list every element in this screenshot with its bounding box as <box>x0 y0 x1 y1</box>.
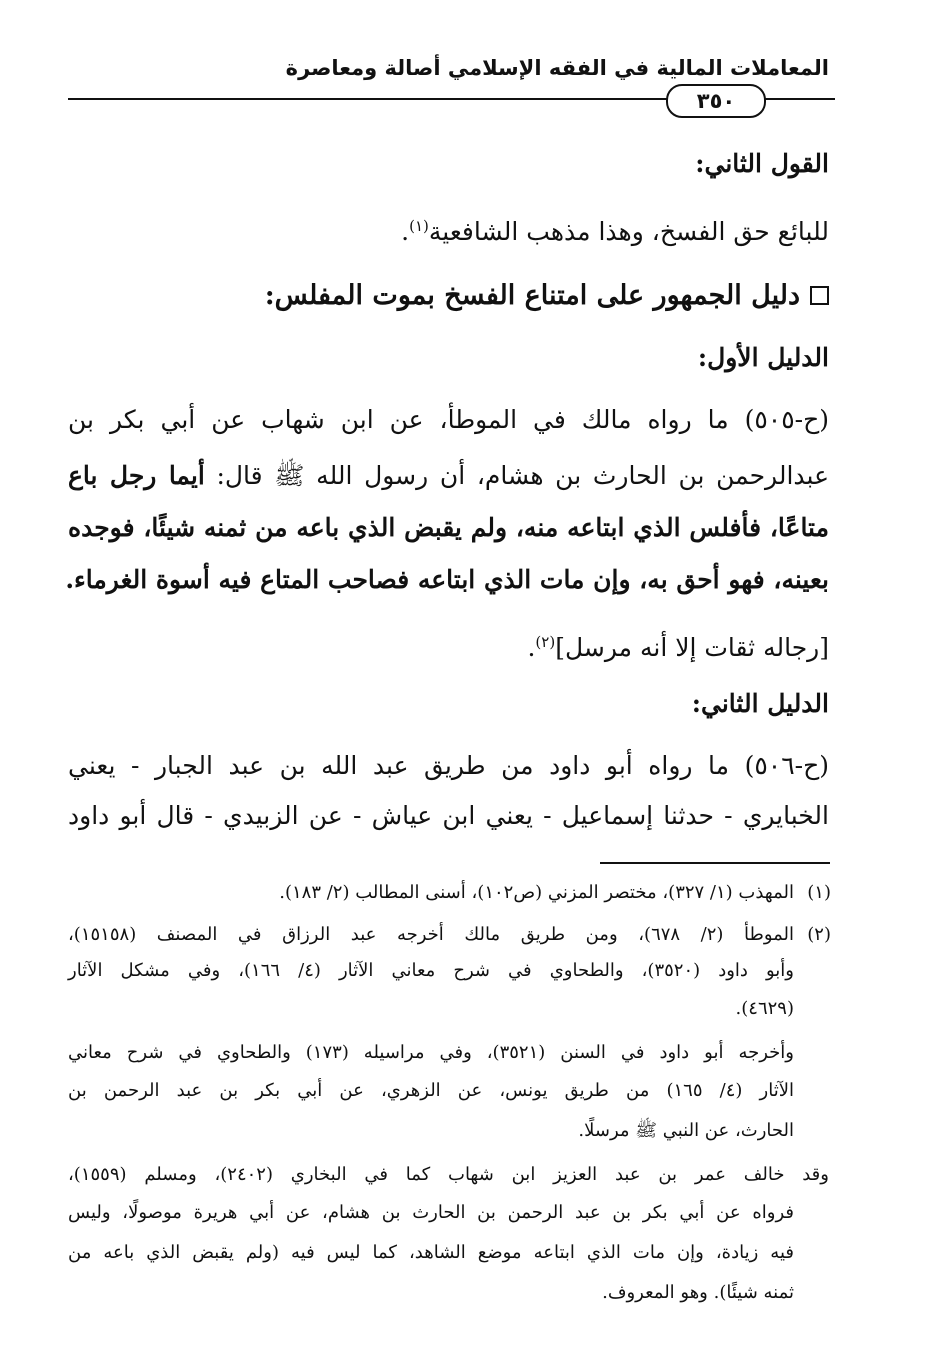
footnote-ref-2: (٢) <box>535 633 556 651</box>
second-opinion-paragraph <box>401 206 829 252</box>
running-header-title: المعاملات المالية في الفقه الإسلامي أصالة ومعاصرة <box>285 56 829 80</box>
footnote-2-para2-line-3: الحارث، عن النبي ﷺ مرسلًا. <box>578 1120 794 1141</box>
hadith1-line-1: (ح-٥٠٥) ما رواه مالك في الموطأ، عن ابن شهاب عن أبي بكر بن <box>68 405 829 434</box>
footnote-2-line-2: وأبو داود (٣٥٢٠)، والطحاوي في شرح معاني الآثار (٤/ ١٦٦)، وفي مشكل الآثار <box>68 960 794 981</box>
second-opinion-heading: القول الثاني: <box>695 149 829 178</box>
hadith1-grade: [رجاله ثقات إلا أنه مرسل] <box>555 633 829 662</box>
period: . <box>527 633 536 662</box>
footnote-1-text: المهذب (١/ ٣٢٧)، مختصر المزني (ص١٠٢)، أسنى المطالب (٢/ ١٨٣). <box>279 882 794 903</box>
hadith1-line-4: بعينه، فهو أحق به، وإن مات الذي ابتاعه فصاحب المتاع فيه أسوة الغرماء. <box>65 565 829 594</box>
second-evidence-heading: الدليل الثاني: <box>691 689 829 718</box>
hadith1-line-2 <box>68 456 829 496</box>
first-evidence-heading: الدليل الأول: <box>697 343 829 372</box>
hadith2-line-2: الخبايري - حدثنا إسماعيل - يعني ابن عياش - عن الزبيدي - قال أبو داود <box>68 801 829 830</box>
hadith2-line-1: (ح-٥٠٦) ما رواه أبو داود من طريق عبد الله بن عبد الجبار - يعني <box>68 751 829 780</box>
footnote-2-para3-line-3: فيه زيادة، وإن مات الذي ابتاعه موضع الشاهد، كما ليس فيه (ولم يقبض الذي باعه من <box>68 1242 794 1263</box>
period: . <box>401 217 410 246</box>
checkbox-square-icon <box>810 286 829 305</box>
footnote-ref-1: (١) <box>409 217 429 235</box>
hadith1-line-3: متاعًا، فأفلس الذي ابتاعه منه، ولم يقبض الذي باعه من ثمنه شيئًا، فوجده <box>68 513 829 542</box>
footnote-2-number: (٢) <box>807 924 831 945</box>
evidence-heading-text: دليل الجمهور على امتناع الفسخ بموت المفلس: <box>264 280 800 311</box>
footnote-2-para2-line-1: وأخرجه أبو داود في السنن (٣٥٢١)، وفي مراسيله (١٧٣) والطحاوي في شرح معاني <box>68 1042 794 1063</box>
footnote-2-para3-line-4: ثمنه شيئًا). وهو المعروف. <box>602 1282 794 1303</box>
evidence-section-heading <box>265 276 829 316</box>
second-opinion-text: للبائع حق الفسخ، وهذا مذهب الشافعية <box>428 217 829 246</box>
page-number-badge: ٣٥٠ <box>666 84 766 118</box>
footnote-1-number: (١) <box>807 882 831 903</box>
hadith1-grade-line <box>527 622 829 668</box>
footnote-2-line-3: (٤٦٢٩). <box>735 998 794 1019</box>
footnote-2-line-1: الموطأ (٢/ ٦٧٨)، ومن طريق مالك أخرجه عبد الرزاق في المصنف (١٥١٥٨)، <box>68 924 795 945</box>
hadith1-line-2-bold: أيما رجل باع <box>68 461 205 490</box>
footnote-2-para2-line-2: الآثار (٤/ ١٦٥) من طريق يونس، عن الزهري، عن أبي بكر بن عبد الرحمن بن <box>68 1080 794 1101</box>
footnote-separator <box>600 862 830 864</box>
footnote-2-para3-line-1: وقد خالف عمر بن عبد العزيز ابن شهاب كما في البخاري (٢٤٠٢)، ومسلم (١٥٥٩)، <box>68 1164 829 1185</box>
hadith1-line-2-plain: عبدالرحمن بن الحارث بن هشام، أن رسول الله ﷺ قال: <box>204 461 829 490</box>
footnote-2-para3-line-2: فرواه عن أبي بكر بن عبد الرحمن بن الحارث بن هشام، عن أبي هريرة موصولًا، وليس <box>68 1202 794 1223</box>
